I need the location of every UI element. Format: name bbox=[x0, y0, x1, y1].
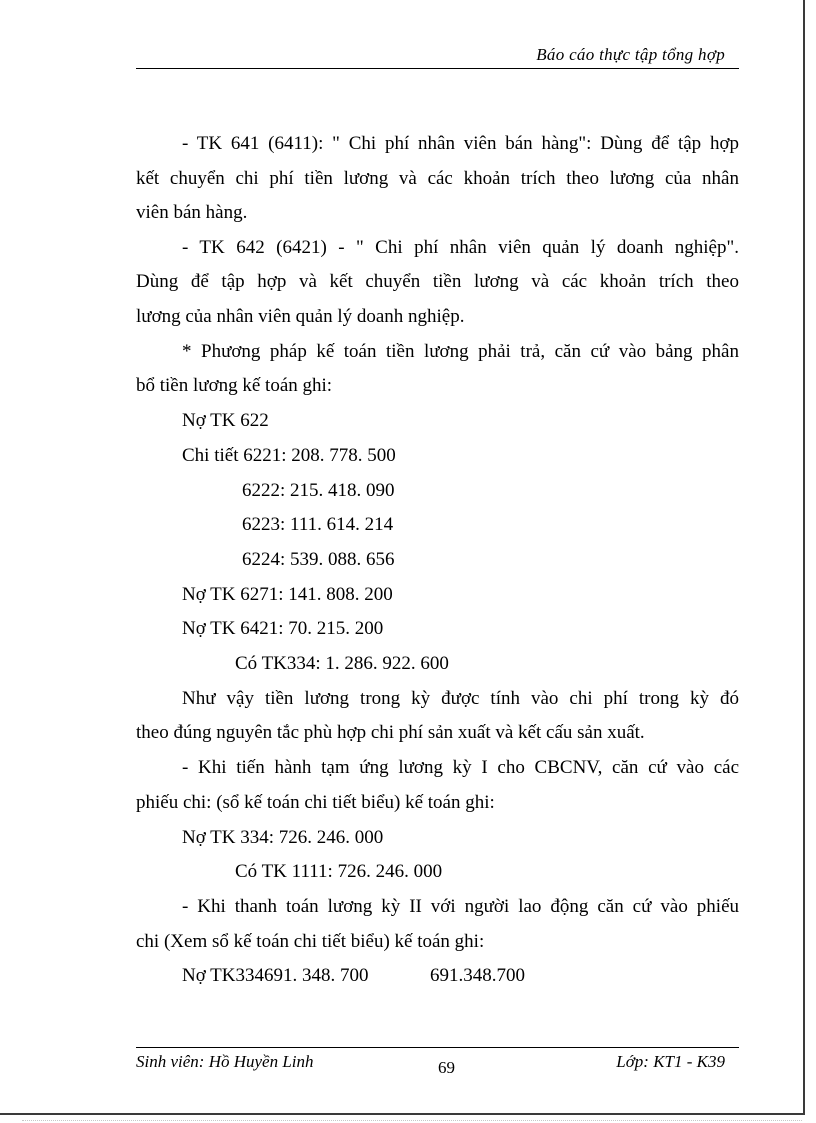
entry-no-tk-334: Nợ TK 334: 726. 246. 000 bbox=[182, 827, 384, 848]
entry-6224: 6224: 539. 088. 656 bbox=[242, 549, 395, 570]
paragraph-3-line-1: * Phương pháp kế toán tiền lương phải trả, căn cứ vào bảng phân bbox=[182, 341, 739, 362]
paragraph-1-line-2: kết chuyển chi phí tiền lương và các khoản trích theo lương của nhân bbox=[136, 168, 739, 189]
footer-class: Lớp: KT1 - K39 bbox=[616, 1052, 725, 1071]
paragraph-6-line-1: - Khi thanh toán lương kỳ II với người lao động căn cứ vào phiếu bbox=[182, 896, 739, 917]
entry-no-tk334-b: 691.348.700 bbox=[430, 965, 525, 986]
entry-6223: 6223: 111. 614. 214 bbox=[242, 514, 394, 535]
entry-no-tk334-a: Nợ TK334691. 348. 700 bbox=[182, 965, 369, 986]
paragraph-2-line-3: lương của nhân viên quản lý doanh nghiệp. bbox=[136, 306, 465, 327]
entry-co-tk-334: Có TK334: 1. 286. 922. 600 bbox=[235, 653, 449, 674]
page-edge-dots bbox=[22, 1120, 802, 1121]
paragraph-2-line-2: Dùng để tập hợp và kết chuyển tiền lương và các khoản trích theo bbox=[136, 271, 739, 292]
paragraph-1-line-3: viên bán hàng. bbox=[136, 202, 248, 223]
paragraph-4-line-2: theo đúng nguyên tắc phù hợp chi phí sản xuất và kết cấu sản xuất. bbox=[136, 722, 645, 743]
paragraph-2-line-1: - TK 642 (6421) - " Chi phí nhân viên quản lý doanh nghiệp". bbox=[182, 237, 739, 258]
paragraph-5-line-2: phiếu chi: (sổ kế toán chi tiết biểu) kế toán ghi: bbox=[136, 792, 495, 813]
entry-no-tk-6271: Nợ TK 6271: 141. 808. 200 bbox=[182, 584, 393, 605]
footer-student: Sinh viên: Hồ Huyền Linh bbox=[136, 1052, 314, 1071]
entry-no-tk-6421: Nợ TK 6421: 70. 215. 200 bbox=[182, 618, 384, 639]
header-rule bbox=[136, 68, 739, 69]
paragraph-1-line-1: - TK 641 (6411): " Chi phí nhân viên bán hàng": Dùng để tập hợp bbox=[182, 133, 739, 154]
entry-chi-tiet-6221: Chi tiết 6221: 208. 778. 500 bbox=[182, 445, 396, 466]
paragraph-3-line-2: bổ tiền lương kế toán ghi: bbox=[136, 375, 333, 396]
footer-rule bbox=[136, 1047, 739, 1048]
paragraph-5-line-1: - Khi tiến hành tạm ứng lương kỳ I cho CBCNV, căn cứ vào các bbox=[182, 757, 739, 778]
entry-no-tk-622: Nợ TK 622 bbox=[182, 410, 269, 431]
paragraph-6-line-2: chi (Xem sổ kế toán chi tiết biểu) kế toán ghi: bbox=[136, 931, 485, 952]
entry-6222: 6222: 215. 418. 090 bbox=[242, 480, 395, 501]
paragraph-4-line-1: Như vậy tiền lương trong kỳ được tính vào chi phí trong kỳ đó bbox=[182, 688, 739, 709]
page-number: 69 bbox=[438, 1058, 455, 1077]
entry-co-tk-1111: Có TK 1111: 726. 246. 000 bbox=[235, 861, 443, 882]
header-title: Báo cáo thực tập tổng hợp bbox=[536, 45, 725, 64]
